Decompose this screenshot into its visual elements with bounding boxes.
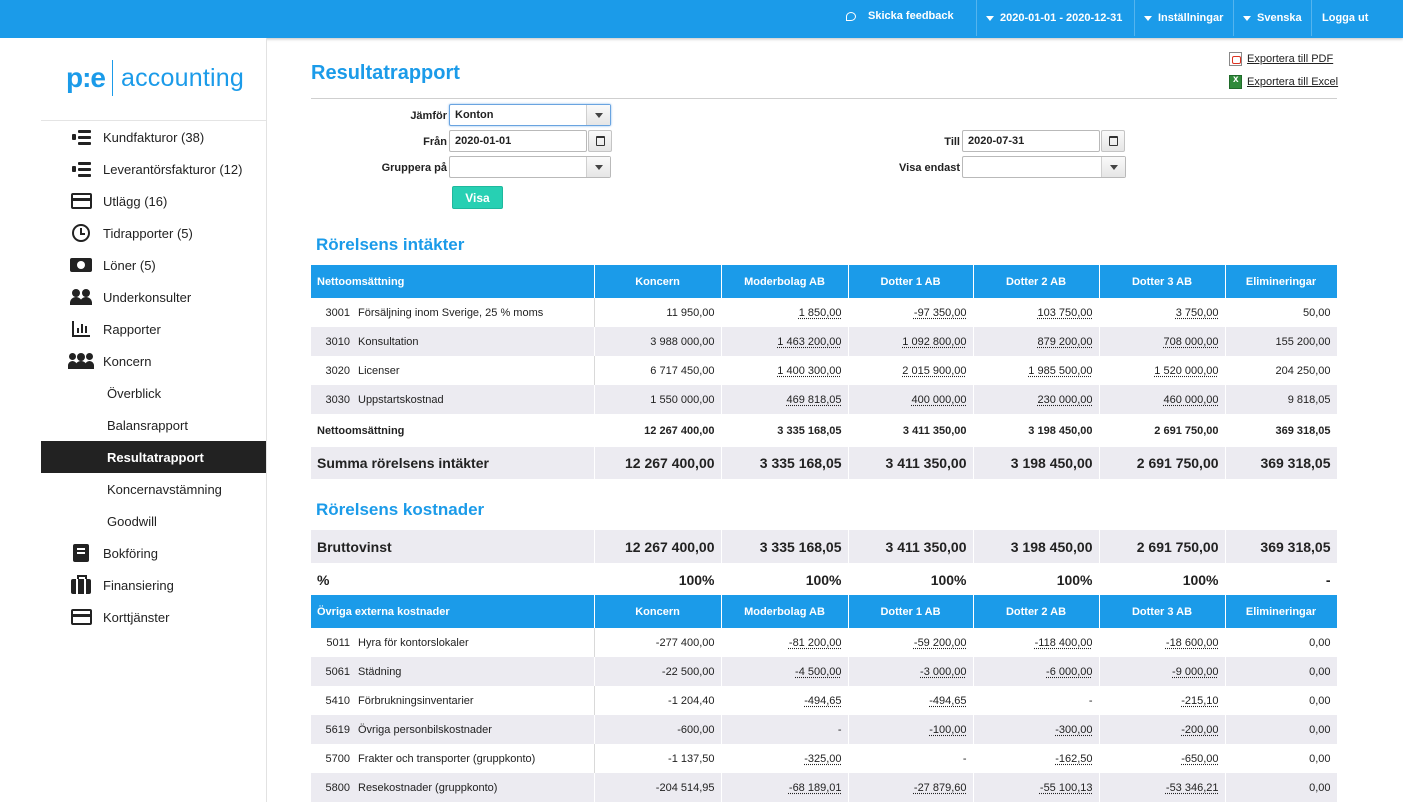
column-header-ovriga-externa-kostnader: Övriga externa kostnader (311, 595, 594, 628)
sidebar-item-finansiering[interactable]: Finansiering (41, 569, 266, 601)
sidebar (0, 38, 267, 802)
group-icon (69, 351, 93, 371)
gross-profit-table (311, 530, 1338, 596)
amount-link[interactable]: 1 092 800,00 (902, 335, 967, 348)
column-header-elimineringar: Elimineringar (1225, 595, 1337, 628)
sidebar-item-bokforing[interactable]: Bokföring (41, 537, 266, 569)
amount-cell: -1 137,50 (594, 744, 721, 773)
amount-cell (1099, 686, 1225, 715)
table-row (311, 327, 1337, 356)
gross-profit-label: Bruttovinst (311, 530, 594, 563)
sidebar-item-utlagg[interactable]: Utlägg (16) (41, 185, 266, 217)
amount-cell: -204 514,95 (594, 773, 721, 802)
chevron-down-icon (586, 105, 610, 125)
amount-cell (848, 628, 973, 657)
page-title: Resultatrapport (311, 62, 460, 84)
amount-link[interactable]: -300,00 (1055, 723, 1093, 736)
amount-link[interactable]: 1 463 200,00 (777, 335, 842, 348)
amount-link[interactable]: 879 200,00 (1037, 335, 1093, 348)
amount-cell: 6 717 450,00 (594, 356, 721, 385)
column-header-elimineringar: Elimineringar (1225, 265, 1337, 298)
amount-cell: -277 400,00 (594, 628, 721, 657)
table-row (311, 686, 1337, 715)
to-date-input[interactable]: 2020-07-31 (962, 130, 1100, 152)
caret-down-icon (1144, 16, 1152, 21)
column-header-koncern: Koncern (594, 265, 721, 298)
column-header-dotter2: Dotter 2 AB (973, 265, 1099, 298)
amount-link[interactable]: -215,10 (1181, 694, 1219, 707)
amount-cell (721, 298, 848, 327)
amount-cell (721, 628, 848, 657)
amount-link[interactable]: -9 000,00 (1172, 665, 1219, 678)
amount-link[interactable]: 1 850,00 (798, 306, 842, 319)
book-icon (69, 543, 93, 563)
percent-value: 100% (721, 563, 848, 596)
amount-cell (1099, 628, 1225, 657)
account-name: Förbrukningsinventarier (354, 686, 594, 715)
gross-profit-row (311, 530, 1337, 563)
amount-cell: 0,00 (1225, 628, 1337, 657)
summa-intakter-value: 3 198 450,00 (973, 447, 1099, 479)
amount-link[interactable]: -68 189,01 (788, 781, 842, 794)
show-button[interactable]: Visa (452, 186, 503, 209)
amount-link[interactable]: 1 520 000,00 (1154, 364, 1219, 377)
table-row (311, 657, 1337, 686)
amount-cell (973, 715, 1099, 744)
account-code: 5619 (311, 715, 354, 744)
account-name: Hyra för kontorslokaler (354, 628, 594, 657)
amount-cell (1099, 773, 1225, 802)
amount-cell: 155 200,00 (1225, 327, 1337, 356)
table-row (311, 715, 1337, 744)
amount-cell: -1 204,40 (594, 686, 721, 715)
gross-profit-value: 3 335 168,05 (721, 530, 848, 563)
amount-cell (721, 773, 848, 802)
account-code: 5410 (325, 694, 350, 707)
amount-cell: 11 950,00 (594, 298, 721, 327)
amount-cell: 0,00 (1225, 686, 1337, 715)
briefcase-icon (69, 575, 93, 595)
language-dropdown[interactable]: Svenska (1243, 0, 1302, 36)
amount-cell: 0,00 (1225, 657, 1337, 686)
amount-link[interactable]: -494,65 (804, 694, 842, 707)
table-row (311, 356, 1337, 385)
account-name: Övriga personbilskostnader (354, 715, 594, 744)
amount-link[interactable]: -162,50 (1055, 752, 1093, 765)
percent-label: % (311, 563, 594, 596)
summa-intakter-value: 369 318,05 (1225, 447, 1337, 479)
amount-link[interactable]: 2 015 900,00 (902, 364, 967, 377)
amount-link[interactable]: -3 000,00 (920, 665, 967, 678)
amount-cell (1099, 327, 1225, 356)
period-dropdown[interactable]: 2020-01-01 - 2020-12-31 (986, 0, 1122, 36)
sidebar-item-underkonsulter[interactable]: Underkonsulter (41, 281, 266, 313)
sidebar-nav (41, 121, 266, 633)
amount-cell (848, 657, 973, 686)
chat-bubble-icon (846, 12, 856, 21)
amount-cell: -600,00 (594, 715, 721, 744)
amount-cell: - (848, 744, 973, 773)
nettoomsattning-subtotal-label: Nettoomsättning (311, 414, 594, 447)
amount-cell (848, 298, 973, 327)
amount-link[interactable]: 460 000,00 (1163, 393, 1219, 406)
account-name: Uppstartskostnad (354, 385, 594, 414)
export-excel-link[interactable]: x Exportera till Excel (1229, 75, 1338, 89)
sidebar-item-overblick[interactable]: Överblick (107, 385, 162, 401)
money-icon (69, 255, 93, 275)
amount-cell (721, 657, 848, 686)
show-only-select[interactable] (962, 156, 1126, 178)
amount-cell (973, 628, 1099, 657)
column-header-dotter2: Dotter 2 AB (973, 595, 1099, 628)
nettoomsattning-subtotal-value: 3 198 450,00 (973, 414, 1099, 447)
account-code: 3001 (325, 306, 350, 319)
account-code: 3030 (311, 385, 354, 414)
account-code: 5800 (311, 773, 354, 802)
column-header-dotter3: Dotter 3 AB (1099, 265, 1225, 298)
gross-profit-value: 369 318,05 (1225, 530, 1337, 563)
column-header-moderbolag: Moderbolag AB (721, 595, 848, 628)
summa-intakter-row (311, 447, 1337, 479)
amount-cell (973, 385, 1099, 414)
amount-cell: -22 500,00 (594, 657, 721, 686)
amount-link[interactable]: -97 350,00 (913, 306, 967, 319)
amount-link[interactable]: 103 750,00 (1037, 306, 1093, 319)
amount-cell (848, 327, 973, 356)
amount-link[interactable]: -59 200,00 (913, 636, 967, 649)
account-code: 5061 (311, 657, 354, 686)
amount-cell: 50,00 (1225, 298, 1337, 327)
invoice-in-icon (69, 127, 93, 147)
credit-card-icon (69, 191, 93, 211)
caret-down-icon (986, 16, 994, 21)
account-code: 5700 (325, 752, 350, 765)
nettoomsattning-subtotal-value: 3 335 168,05 (721, 414, 848, 447)
amount-cell (721, 327, 848, 356)
sidebar-item-balansrapport[interactable]: Balansrapport (107, 417, 188, 433)
amount-link[interactable]: -100,00 (929, 723, 967, 736)
amount-link[interactable]: 1 985 500,00 (1028, 364, 1093, 377)
amount-link[interactable]: -118 400,00 (1034, 636, 1093, 649)
amount-cell (721, 744, 848, 773)
amount-link[interactable]: -27 879,60 (913, 781, 967, 794)
sidebar-item-koncernavstamning[interactable]: Koncernavstämning (107, 481, 222, 497)
chevron-down-icon (1101, 157, 1125, 177)
amount-cell: - (973, 686, 1099, 715)
amount-link[interactable]: 1 400 300,00 (777, 364, 842, 377)
summa-intakter-label: Summa rörelsens intäkter (311, 447, 594, 479)
chevron-down-icon (586, 157, 610, 177)
amount-cell (848, 686, 973, 715)
to-calendar-icon[interactable] (1101, 130, 1125, 152)
nettoomsattning-subtotal-value: 369 318,05 (1225, 414, 1337, 447)
percent-value: - (1225, 563, 1337, 596)
compare-label: Jämför (410, 110, 447, 122)
amount-cell (973, 744, 1099, 773)
amount-link[interactable]: -200,00 (1181, 723, 1219, 736)
from-date-input[interactable]: 2020-01-01 (449, 130, 587, 152)
column-header-nettoomsattning: Nettoomsättning (311, 265, 594, 298)
caret-down-icon (1243, 16, 1251, 21)
column-header-moderbolag: Moderbolag AB (721, 265, 848, 298)
costs-table (311, 595, 1338, 802)
amount-link[interactable]: -325,00 (804, 752, 842, 765)
amount-link[interactable]: -650,00 (1181, 752, 1219, 765)
amount-cell (721, 686, 848, 715)
table-row (311, 628, 1337, 657)
account-name: Städning (354, 657, 594, 686)
amount-cell: 0,00 (1225, 744, 1337, 773)
feedback-link[interactable]: Skicka feedback (846, 0, 954, 34)
amount-cell (1099, 356, 1225, 385)
amount-cell (1099, 657, 1225, 686)
amount-cell: - (721, 715, 848, 744)
gross-profit-value: 12 267 400,00 (594, 530, 721, 563)
amount-cell (1099, 298, 1225, 327)
amount-link[interactable]: -4 500,00 (795, 665, 842, 678)
sidebar-item-loner[interactable]: Löner (5) (41, 249, 266, 281)
amount-link[interactable]: -494,65 (929, 694, 967, 707)
sidebar-item-koncern[interactable]: Koncern (41, 345, 266, 377)
column-header-koncern: Koncern (594, 595, 721, 628)
amount-link[interactable]: -53 346,21 (1165, 781, 1219, 794)
account-name: Konsultation (354, 327, 594, 356)
users-icon (69, 287, 93, 307)
amount-cell: 0,00 (1225, 715, 1337, 744)
percent-value: 100% (973, 563, 1099, 596)
amount-cell (721, 356, 848, 385)
account-name: Försäljning inom Sverige, 25 % moms (354, 298, 594, 327)
sidebar-item-korttjanster[interactable]: Korttjänster (41, 601, 266, 633)
amount-link[interactable]: -81 200,00 (788, 636, 842, 649)
percent-row (311, 563, 1337, 596)
percent-value: 100% (848, 563, 973, 596)
amount-cell (1099, 744, 1225, 773)
table-row (311, 744, 1337, 773)
logout-link[interactable]: Logga ut (1322, 12, 1369, 24)
nettoomsattning-subtotal-value: 3 411 350,00 (848, 414, 973, 447)
gross-profit-value: 2 691 750,00 (1099, 530, 1225, 563)
amount-cell (973, 657, 1099, 686)
table-row (311, 385, 1337, 414)
bar-chart-icon (69, 319, 93, 339)
amount-cell: 204 250,00 (1225, 356, 1337, 385)
gross-profit-value: 3 198 450,00 (973, 530, 1099, 563)
amount-cell (973, 356, 1099, 385)
percent-value: 100% (594, 563, 721, 596)
amount-link[interactable]: 3 750,00 (1175, 306, 1219, 319)
amount-cell (1099, 715, 1225, 744)
invoice-out-icon (69, 159, 93, 179)
card-icon (69, 607, 93, 627)
group-by-label: Gruppera på (381, 162, 447, 174)
amount-cell (848, 385, 973, 414)
amount-cell (1099, 385, 1225, 414)
nettoomsattning-subtotal-value: 12 267 400,00 (594, 414, 721, 447)
amount-cell (973, 298, 1099, 327)
from-label: Från (423, 136, 447, 148)
nettoomsattning-subtotal-row (311, 414, 1337, 447)
income-table (311, 265, 1338, 479)
summa-intakter-value: 3 411 350,00 (848, 447, 973, 479)
amount-cell (848, 773, 973, 802)
account-name: Resekostnader (gruppkonto) (354, 773, 594, 802)
column-header-dotter1: Dotter 1 AB (848, 595, 973, 628)
settings-dropdown[interactable]: Inställningar (1144, 0, 1223, 36)
compare-select[interactable]: Konton (449, 104, 611, 126)
income-section-title: Rörelsens intäkter (316, 235, 465, 254)
amount-cell: 3 988 000,00 (594, 327, 721, 356)
column-header-dotter3: Dotter 3 AB (1099, 595, 1225, 628)
table-row (311, 773, 1337, 802)
pdf-file-icon (1229, 52, 1242, 66)
account-name: Licenser (354, 356, 594, 385)
summa-intakter-value: 12 267 400,00 (594, 447, 721, 479)
summa-intakter-value: 3 335 168,05 (721, 447, 848, 479)
amount-cell: 9 818,05 (1225, 385, 1337, 414)
percent-value: 100% (1099, 563, 1225, 596)
account-code: 5011 (326, 636, 350, 649)
top-bar (0, 0, 1403, 38)
gross-profit-value: 3 411 350,00 (848, 530, 973, 563)
clock-icon (69, 223, 93, 243)
export-pdf-link[interactable]: Exportera till PDF (1229, 52, 1333, 66)
amount-cell: 1 550 000,00 (594, 385, 721, 414)
amount-link[interactable]: 400 000,00 (911, 393, 967, 406)
account-code: 3020 (325, 364, 350, 377)
amount-link[interactable]: -55 100,13 (1039, 781, 1093, 794)
amount-link[interactable]: -18 600,00 (1165, 636, 1219, 649)
table-row (311, 298, 1337, 327)
amount-cell (848, 356, 973, 385)
excel-file-icon (1229, 75, 1242, 89)
costs-section-title: Rörelsens kostnader (316, 500, 485, 519)
amount-cell: 0,00 (1225, 773, 1337, 802)
amount-cell (848, 715, 973, 744)
nettoomsattning-subtotal-value: 2 691 750,00 (1099, 414, 1225, 447)
pe-accounting-logo[interactable]: p:e accounting (66, 58, 244, 98)
sidebar-item-leverantorsfakturor[interactable]: Leverantörsfakturor (12) (41, 153, 266, 185)
group-by-select[interactable] (449, 156, 611, 178)
amount-cell (973, 327, 1099, 356)
column-header-dotter1: Dotter 1 AB (848, 265, 973, 298)
amount-cell (973, 773, 1099, 802)
amount-link[interactable]: 230 000,00 (1037, 393, 1093, 406)
summa-intakter-value: 2 691 750,00 (1099, 447, 1225, 479)
show-only-label: Visa endast (899, 162, 960, 174)
account-code: 3010 (311, 327, 354, 356)
amount-link[interactable]: 469 818,05 (786, 393, 842, 406)
sidebar-item-rapporter[interactable]: Rapporter (41, 313, 266, 345)
sidebar-item-goodwill[interactable]: Goodwill (107, 513, 157, 529)
to-label: Till (944, 136, 960, 148)
from-calendar-icon[interactable] (588, 130, 612, 152)
sidebar-item-tidrapporter[interactable]: Tidrapporter (5) (41, 217, 266, 249)
amount-link[interactable]: -6 000,00 (1046, 665, 1093, 678)
amount-cell (721, 385, 848, 414)
account-name: Frakter och transporter (gruppkonto) (354, 744, 594, 773)
sidebar-item-kundfakturor[interactable]: Kundfakturor (38) (41, 121, 266, 153)
amount-link[interactable]: 708 000,00 (1163, 335, 1219, 348)
sidebar-item-resultatrapport[interactable]: Resultatrapport (41, 441, 266, 473)
